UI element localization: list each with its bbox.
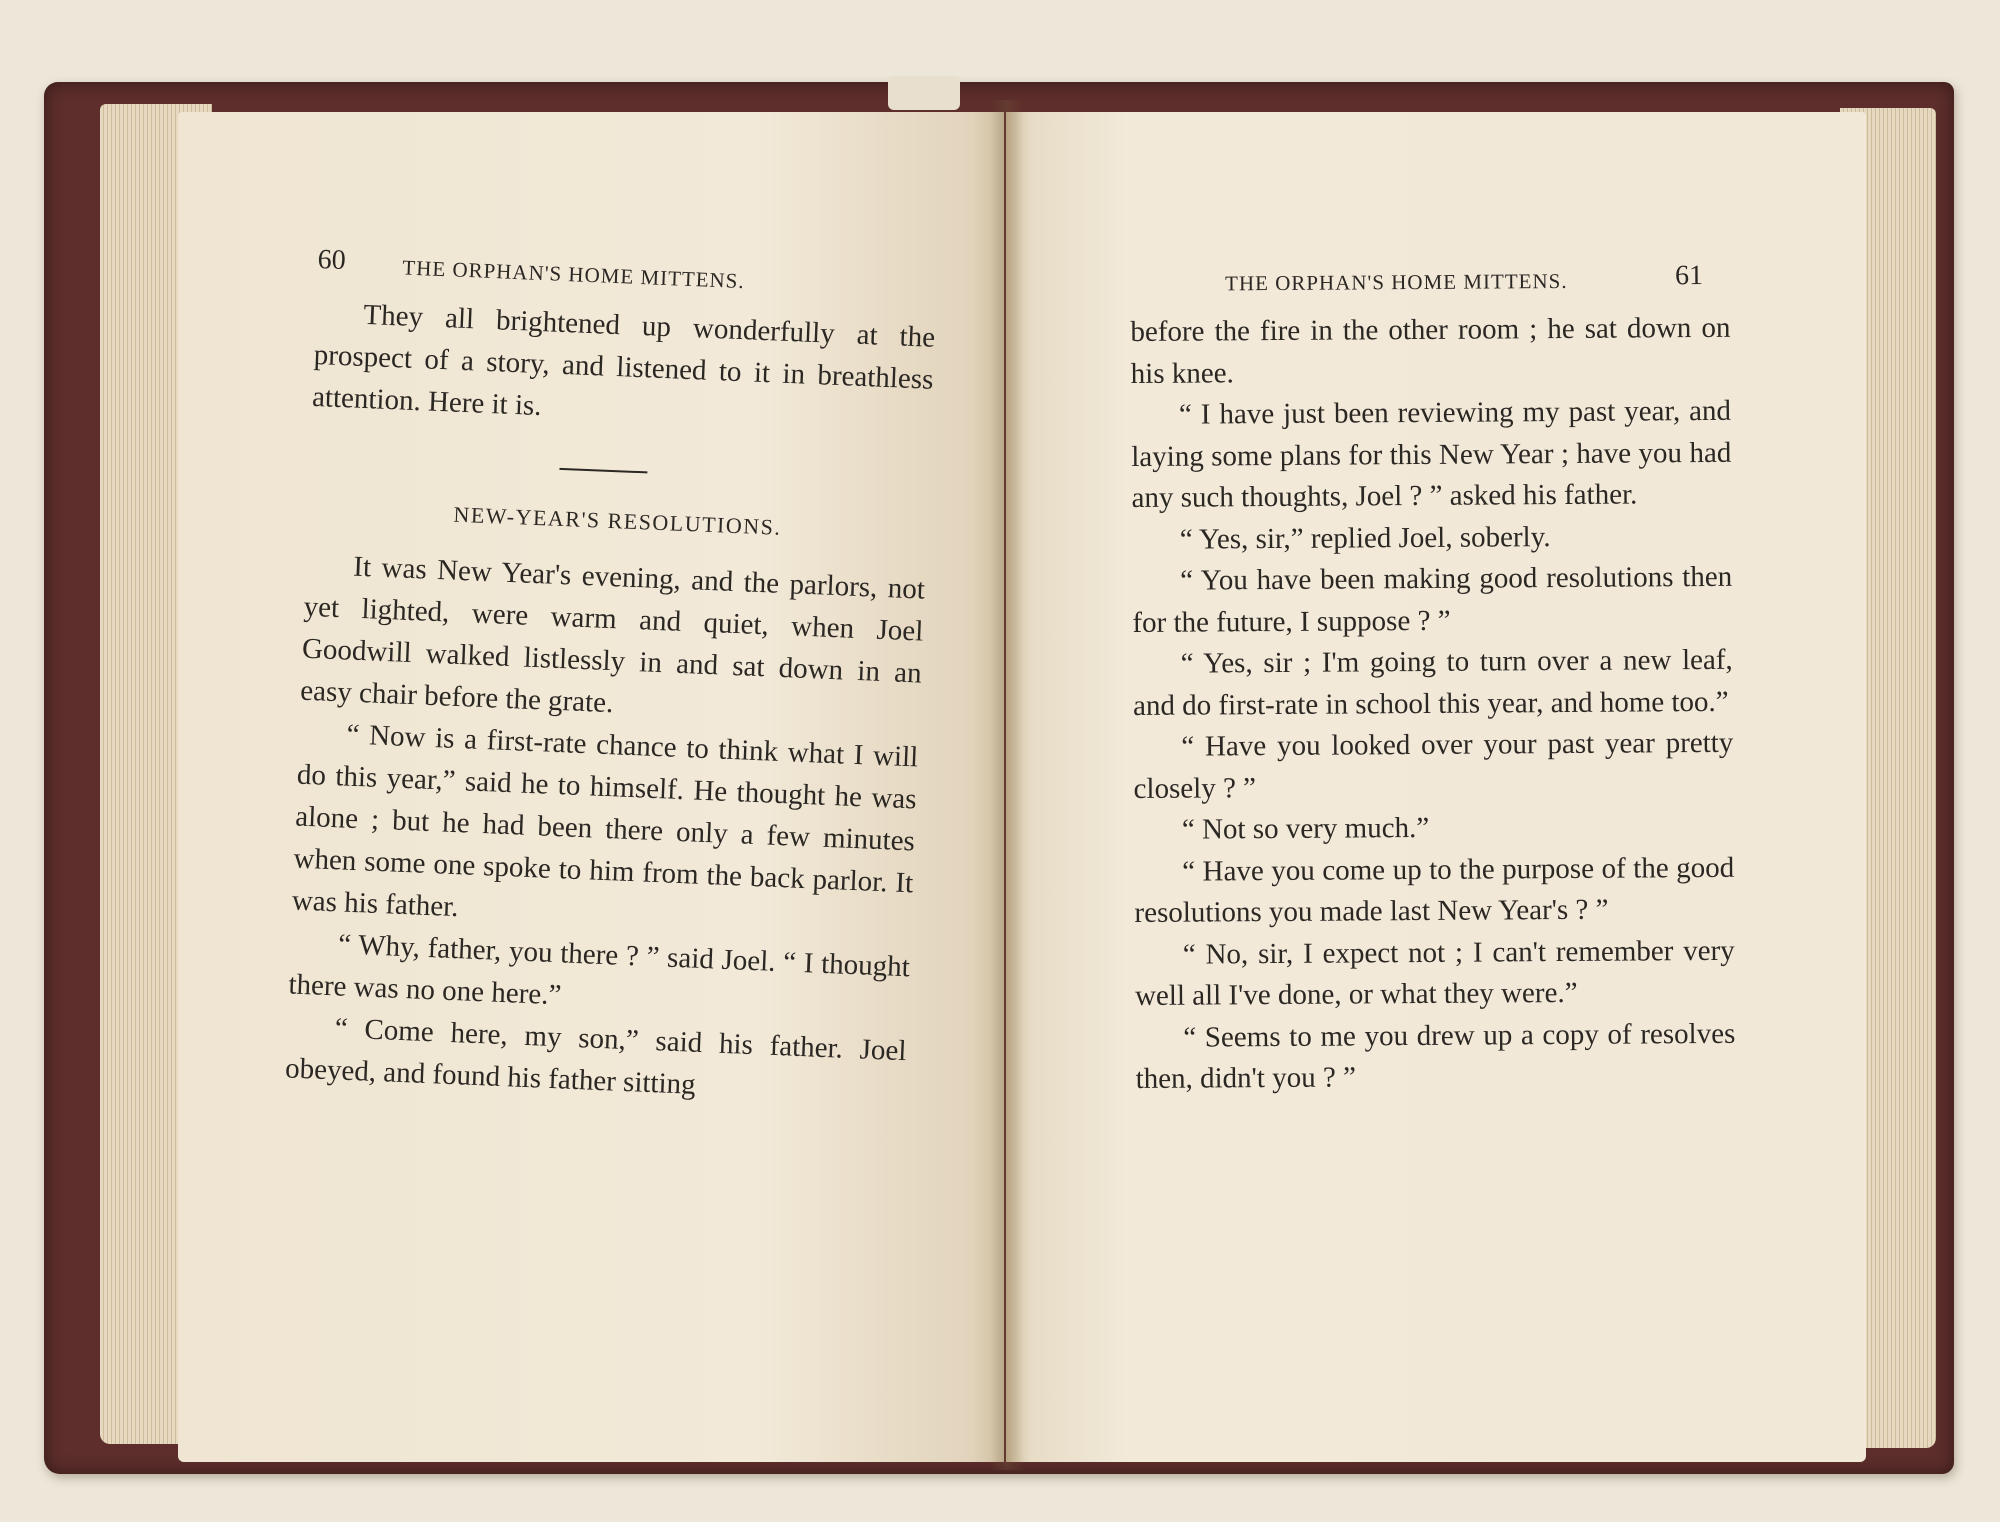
paragraph: “ Come here, my son,” said his father. Joel obeyed, and found his father sitting bbox=[284, 1012, 908, 1101]
paragraph: “ No, sir, I expect not ; I can't remember very well all I've done, or what they were.” bbox=[1134, 934, 1735, 1012]
spine-gutter bbox=[990, 100, 1024, 1470]
paragraph: “ Have you looked over your past year pretty closely ? ” bbox=[1133, 726, 1734, 805]
right-page-text bbox=[1130, 259, 1736, 1101]
paragraph: “ Yes, sir,” replied Joel, soberly. bbox=[1179, 520, 1551, 556]
cover-tear bbox=[888, 76, 960, 110]
right-page bbox=[1006, 112, 1866, 1462]
left-page-text bbox=[284, 244, 937, 1114]
right-page-header bbox=[1130, 259, 1730, 312]
paragraph: “ Seems to me you drew up a copy of resolves then, didn't you ? ” bbox=[1135, 1017, 1736, 1095]
paragraph: “ I have just been reviewing my past year, and laying some plans for this New Year ; have you had any such thoughts, Joel ? ” asked his father. bbox=[1131, 394, 1732, 514]
section-divider bbox=[559, 468, 647, 474]
paragraph: “ Now is a first-rate chance to think what I will do this year,” said he to himself. He thought he was alone ; but he had been there only a few minutes when some one spoke to him from the back parlor. It was his father. bbox=[291, 718, 919, 924]
paragraph: before the fire in the other room ; he sat down on his knee. bbox=[1130, 311, 1731, 390]
paragraph: They all brightened up wonderfully at the prospect of a story, and listened to it in breathless attention. Here it is. bbox=[311, 298, 936, 423]
section-title: NEW-YEAR'S RESOLUTIONS. bbox=[453, 501, 782, 540]
paragraph: “ Why, father, you there ? ” said Joel. “ I thought there was no one here.” bbox=[287, 928, 911, 1012]
paragraph: It was New Year's evening, and the parlors, not yet lighted, were warm and quiet, when Joel Goodwill walked listlessly in and sat down in an easy chair before the grate. bbox=[299, 550, 926, 720]
paragraph: “ You have been making good resolutions then for the future, I suppose ? ” bbox=[1132, 560, 1733, 639]
page-number: 60 bbox=[317, 244, 347, 277]
left-page bbox=[178, 112, 1004, 1462]
paragraph: “ Have you come up to the purpose of the good resolutions you made last New Year's ? ” bbox=[1134, 851, 1735, 929]
paragraph: “ Not so very much.” bbox=[1181, 811, 1430, 846]
running-title: THE ORPHAN'S HOME MITTENS. bbox=[401, 255, 746, 294]
running-title: THE ORPHAN'S HOME MITTENS. bbox=[1224, 268, 1568, 296]
page-number: 61 bbox=[1674, 259, 1704, 292]
paragraph: “ Yes, sir ; I'm going to turn over a new leaf, and do first-rate in school this year, and home too.” bbox=[1132, 643, 1733, 722]
